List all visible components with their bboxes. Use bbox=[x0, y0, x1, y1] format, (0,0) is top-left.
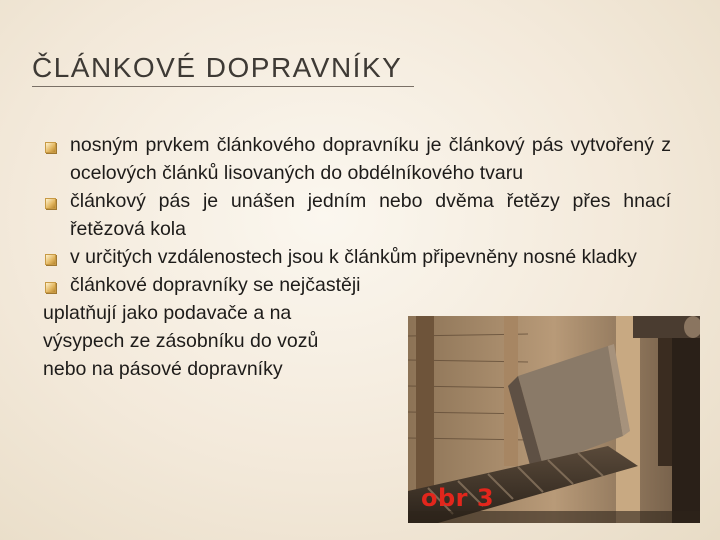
conveyor-photo bbox=[408, 316, 700, 523]
slide-title: ČLÁNKOVÉ DOPRAVNÍKY bbox=[32, 52, 403, 83]
bullet-text: nosným prvkem článkového dopravníku je článkový pás vytvořený z ocelových článků lisovaných do obdélníkového tvaru bbox=[70, 134, 671, 184]
square-bullet-icon bbox=[45, 282, 56, 293]
bullet-text-continuation: uplatňují jako podavače a na bbox=[43, 302, 292, 324]
bullet-text-continuation: nebo na pásové dopravníky bbox=[43, 358, 283, 380]
square-bullet-icon bbox=[45, 254, 56, 265]
photo-caption: obr 3 bbox=[421, 484, 495, 512]
title-underline bbox=[32, 86, 414, 87]
bullet-text: článkový pás je unášen jedním nebo dvěma řetězy přes hnací řetězová kola bbox=[70, 190, 671, 240]
square-bullet-icon bbox=[45, 142, 56, 153]
bullet-text: v určitých vzdálenostech jsou k článkům připevněny nosné kladky bbox=[70, 246, 637, 268]
square-bullet-icon bbox=[45, 198, 56, 209]
bullet-item bbox=[43, 131, 671, 187]
bullet-text: článkové dopravníky se nejčastěji bbox=[70, 274, 361, 296]
bullet-text-continuation: výsypech ze zásobníku do vozů bbox=[43, 330, 319, 352]
bullet-item bbox=[43, 243, 671, 271]
bullet-item bbox=[43, 187, 671, 243]
